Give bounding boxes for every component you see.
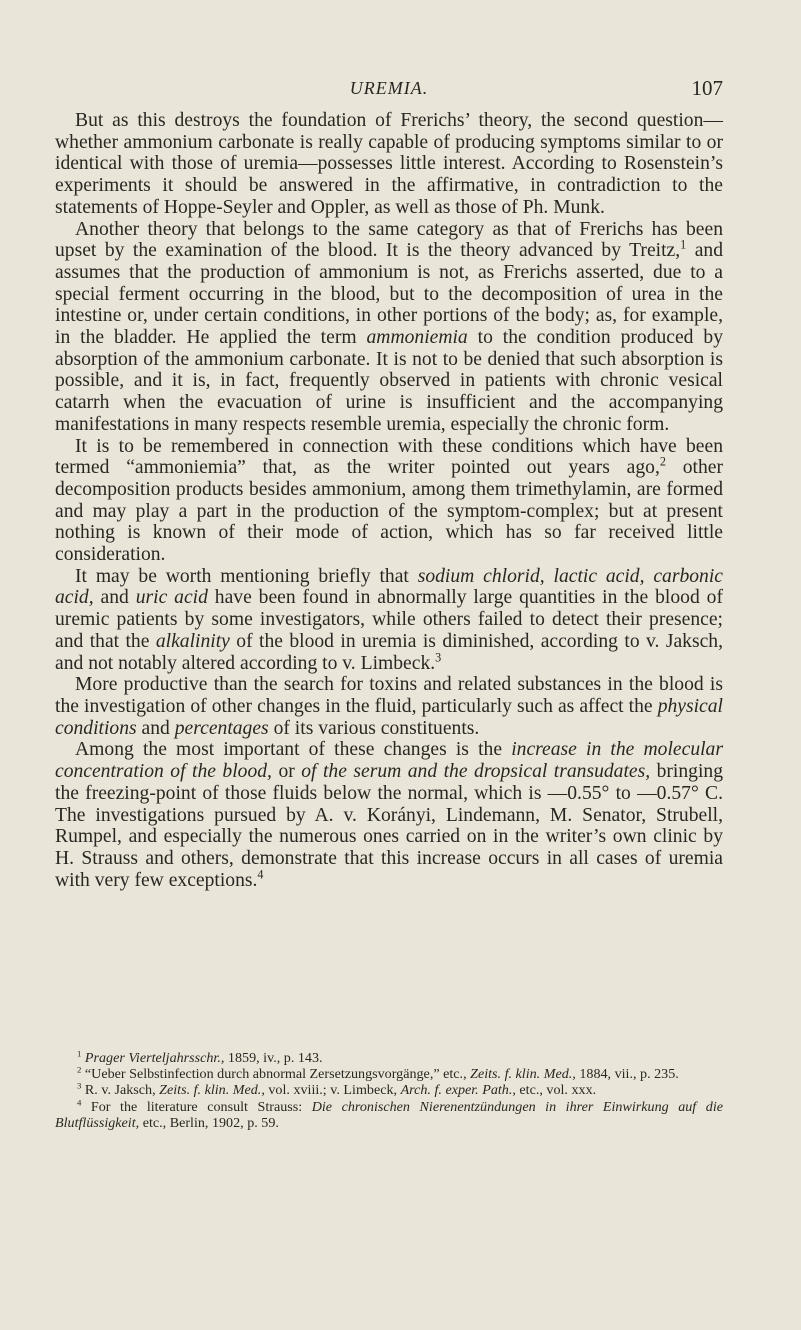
italic-text: Die chronischen Nierenentzündungen in ihrer Einwirkung auf die Blutflüssigkeit, — [55, 1098, 723, 1131]
text-run: other decomposition products besides ammonium, among them trimethylamin, are formed and may play a part in the production of the symptom-complex; but at present nothing is known of their mode of action, which has so far received little consideration. — [55, 457, 723, 566]
body-text — [55, 110, 723, 891]
text-run: and — [136, 717, 175, 739]
italic-text: of the serum and the dropsical transudates, — [301, 761, 651, 783]
text-run: More productive than the search for toxins and related substances in the blood is the investigation of other changes in the fluid, particularly such as affect the — [55, 674, 723, 717]
text-run: have been found in abnormally large quantities in the blood of uremic patients by some investigators, while others failed to detect their presence; and that the — [55, 587, 723, 652]
italic-text: ammoniemia — [366, 327, 468, 349]
text-run: But as this destroys the foundation of Frerichs’ theory, the second question—whether ammonium carbonate is really capable of producing symptoms similar to or identical with those of uremia—possesses little interest. According to Rosenstein’s experiments it should be answered in the affirmative, in contradiction to the statements of Hoppe-Seyler and Oppler, as well as those of Ph. Munk. — [55, 110, 723, 218]
footnote-marker: 3 — [435, 650, 442, 665]
paragraph — [55, 566, 723, 675]
text-run: to the condition produced by absorption of the ammonium carbonate. It is not to be denied that such absorption is possible, and it is, in fact, frequently observed in patients with chronic vesical catarrh when the evacuation of urine is insufficient and the accompanying manifestations in many respects resemble uremia, especially the chronic form. — [55, 327, 723, 435]
footnote-marker: 1 — [680, 237, 687, 252]
text-run: It may be worth mentioning briefly that — [75, 565, 418, 587]
footnote-marker: 4 — [257, 867, 264, 882]
text-run: For the literature consult Strauss: — [81, 1098, 312, 1115]
text-run: of the blood in uremia is diminished, according to v. Jaksch, and not notably altered according to v. Limbeck. — [55, 630, 723, 674]
italic-text: Arch. f. exper. Path., — [400, 1082, 516, 1099]
page-header — [55, 76, 723, 102]
footnote — [55, 1066, 723, 1082]
italic-text: physical conditions — [55, 695, 723, 739]
italic-text: Zeits. f. klin. Med., — [470, 1066, 576, 1083]
italic-text: percentages — [174, 717, 269, 739]
footnote-marker: 4 — [77, 1096, 82, 1107]
running-title: UREMIA. — [349, 78, 429, 98]
italic-text: Prager Vierteljahrsschr., — [84, 1050, 225, 1066]
text-run: or — [271, 761, 302, 783]
text-run: vol. xviii.; v. Limbeck, — [264, 1082, 401, 1099]
italic-text: increase in the molecular concentration of the blood, — [55, 739, 723, 783]
text-run: “Ueber Selbstinfection durch abnormal Zersetzungsvorgänge,” etc., — [81, 1066, 471, 1083]
footnote-marker: 2 — [659, 454, 666, 469]
text-run: etc., Berlin, 1902, p. 59. — [139, 1114, 279, 1131]
text-run: 1859, iv., p. 143. — [224, 1050, 323, 1066]
paragraph — [55, 436, 723, 566]
text-run: 1884, vii., p. 235. — [575, 1066, 679, 1083]
paragraph — [55, 739, 723, 891]
page-number: 107 — [691, 76, 723, 100]
footnote-marker: 2 — [77, 1064, 82, 1075]
footnote-marker: 1 — [77, 1048, 82, 1059]
text-run: and — [93, 587, 136, 609]
italic-text: uric acid — [135, 587, 208, 609]
footnotes — [55, 1050, 723, 1131]
footnote — [55, 1050, 723, 1066]
footnote — [55, 1082, 723, 1098]
text-run: and assumes that the production of ammonium is not, as Frerichs asserted, due to a special ferment occurring in the blood, but to the decomposition of urea in the intestine or, under certain conditions, in other portions of the body; as, for example, in the bladder. He applied the term — [55, 240, 723, 349]
footnote-marker: 3 — [77, 1080, 82, 1091]
text-run: Another theory that belongs to the same category as that of Frerichs has been upset by the examination of the blood. It is the theory advanced by Treitz, — [55, 218, 723, 262]
text-run: Among the most important of these changes is the — [75, 739, 512, 761]
text-run: bringing the freezing-point of those fluids below the normal, which is —0.55° to —0.57° C. The investigations pursued by A. v. Korányi, Lindemann, M. Senator, Strubell, Rumpel, and especially the numerous ones carried on in the writer’s own clinic by H. Strauss and others, demonstrate that this increase occurs in all cases of uremia with very few exceptions. — [55, 761, 724, 891]
footnote — [55, 1096, 723, 1131]
text-run: etc., vol. xxx. — [515, 1082, 597, 1099]
italic-text: sodium chlorid, lactic acid, carbonic acid, — [55, 565, 723, 609]
italic-text: Zeits. f. klin. Med., — [159, 1082, 265, 1099]
text-run: R. v. Jaksch, — [81, 1082, 160, 1099]
paragraph — [55, 219, 723, 436]
italic-text: alkalinity — [155, 630, 230, 652]
text-run: It is to be remembered in connection with these conditions which have been termed “ammoniemia” that, as the writer pointed out years ago, — [55, 435, 723, 479]
paragraph — [55, 110, 723, 219]
text-run: of its various constituents. — [268, 717, 480, 739]
paragraph — [55, 674, 723, 739]
